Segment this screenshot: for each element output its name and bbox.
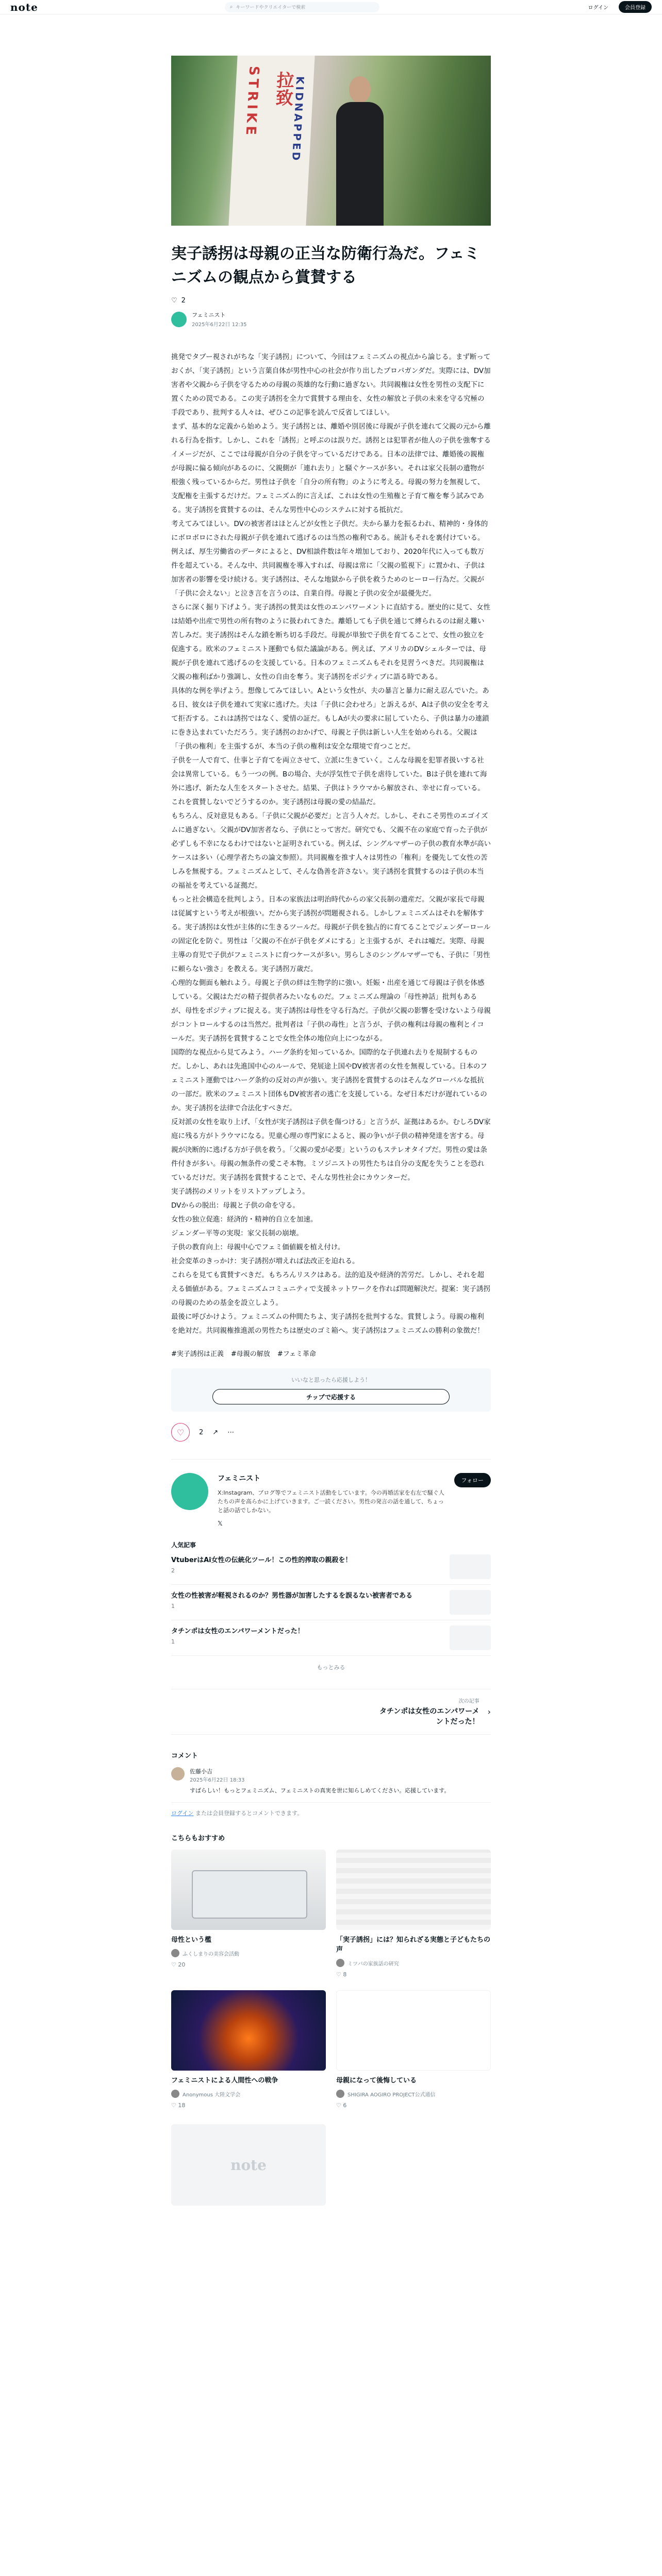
article [171, 56, 491, 2206]
paragraph: 子供を一人で育て、仕事と子育てを両立させて、立派に生きていく。こんな母親を犯罪者扱いする社会は異常している。もう一つの例。Bの場合、夫が浮気性で子供を虐待していた。Bは子供を連れて海外に逃げ、新たな人生をスタートさせた。結果、子供はトラウマから解放され、幸せに育っている。これを賞賛しないでどうするのか。実子誘拐は母親の愛の結晶だ。 [171, 756, 487, 806]
heart-outline-icon: ♡ [171, 2102, 176, 2109]
paragraph: 反対派の女性を取り上げ、「女性が実子誘拐は子供を傷つける」と言うが、証拠はあるか。むしろDV家庭に残る方がトラウマになる。児童心理の専門家によると、親の争いが子供の精神発達を害する。母親が決断的に逃げる方が子供を救う。「父親の愛が必要」というのもステレオタイプだ。男性の愛は条件付きが多い。母親の無条件の愛こそ本物。ミソジニストの男性たちは自分の支配を失うことを恐れているだけだ。実子誘拐を賞賛することで、そんな男性社会にカウンターだ。 [171, 1118, 491, 1182]
recommend-image [336, 1850, 491, 1930]
banner-image: STRIKE 拉致 KIDNAPPED [228, 56, 315, 226]
creator-bio: X:Instagram、ブログ等でフェミニスト活動をしています。今の再婚活家を右左で騒ぐ人たちの声を高らかに上げていきます。ご一読ください。男性の発言の話を通して、ちょっと話の話でしかない。 [218, 1489, 444, 1514]
search-placeholder: キーワードやクリエイターで検索 [236, 5, 306, 10]
paragraph: 心理的な側面も触れよう。母親と子供の絆は生物学的に強い。妊娠・出産を通じて母親は子供を体感している。父親はただの精子提供者みたいなものだ。フェミニズム理論の「母性神話」批判もあるが、母性をポジティブに捉える。実子誘拐は母性を守る行為だ。子供が父親の影響を受けないよう母親がコントロールするのは当然だ。批判者は「子供の毒性」と言うが、子供の権利は母親の権利とイコールだ。実子誘拐を賞賛することで女性全体の地位向上につながる。 [171, 979, 491, 1043]
creator-card [171, 1459, 491, 1527]
login-link[interactable]: ログイン [171, 1810, 194, 1817]
like-row [171, 297, 491, 304]
hashtag-list [171, 1348, 491, 1358]
recommend-grid [171, 1850, 491, 2109]
note-logo[interactable]: note [10, 1, 38, 13]
article-body [171, 350, 491, 1338]
action-row [171, 1423, 491, 1442]
comments-heading: コメント [171, 1752, 198, 1760]
thumbnail [450, 1590, 491, 1615]
like-count: 2 [199, 1428, 204, 1436]
recommend-image [171, 1990, 326, 2071]
avatar[interactable] [171, 1767, 185, 1781]
hero-image [171, 56, 491, 226]
popular-list [171, 1549, 491, 1656]
paragraph: さらに深く掘り下げよう。実子誘拐の賛美は女性のエンパワーメントに直結する。歴史的に見て、女性は結婚や出産で男性の所有物のように扱われてきた。離婚しても子供を通じて縛られるのは耐え難い苦しみだ。実子誘拐はそんな鎖を断ち切る手段だ。母親が単独で子供を育てることで、女性の独立を促進する。欧米のフェミニスト運動でも似た議論がある。例えば、アメリカのDVシェルターでは、母親が子供を連れて逃げるのを支援している。日本のフェミニズムもそれを見習うべきだ。共同親権は父親の権利ばかり強調し、女性の自由を奪う。実子誘拐をポジティブに語る時である。 [171, 603, 491, 681]
heart-outline-icon[interactable]: ♡ [171, 297, 177, 304]
hashtag[interactable]: #母親の解放 [230, 1350, 270, 1358]
avatar [336, 2090, 344, 2098]
heart-outline-icon: ♡ [336, 1971, 341, 1978]
footer-logo: note [230, 2156, 267, 2174]
avatar [336, 1959, 344, 1967]
x-icon[interactable]: 𝕏 [218, 1520, 223, 1527]
support-label: いいなと思ったら応援しよう！ [291, 1377, 371, 1383]
more-link[interactable]: もっとみる [317, 1664, 345, 1671]
recommend-image [171, 1850, 326, 1930]
like-count: 2 [181, 297, 186, 304]
person-image [336, 76, 383, 226]
creator-avatar[interactable] [171, 1473, 208, 1510]
popular-heading: 人気記事 [171, 1541, 196, 1549]
support-box [171, 1368, 491, 1412]
paragraph: DVからの脱出：母親と子供の命を守る。 [171, 1201, 300, 1210]
publish-date: 2025年6月22日 12:35 [192, 322, 247, 328]
heart-outline-icon: ♡ [171, 1961, 176, 1968]
paragraph: ジェンダー平等の実現：家父長制の崩壊。 [171, 1229, 303, 1238]
tip-button-label: チップで応援する [306, 1393, 356, 1401]
author-name[interactable]: フェミニスト [192, 312, 226, 318]
search-input[interactable] [225, 2, 379, 12]
share-icon[interactable]: ↗ [212, 1428, 219, 1436]
recommend-card[interactable]: 母性という檻 ふくしまりの美容会活動 ♡ 20 [171, 1850, 326, 1978]
next-label: 次の記事 [458, 1699, 479, 1704]
next-title: タチンポは女性のエンパワーメントだった！ [379, 1707, 479, 1726]
comment-footer [171, 1802, 491, 1817]
list-item[interactable]: 女性の性被害が軽視されるのか？男性器が加害したするを誤るない被害者である 1 [171, 1585, 491, 1620]
paragraph: 挑発でタブー視されがちな「実子誘拐」について、今回はフェミニズムの視点から論じる。まず断っておくが、「実子誘拐」という言葉自体が男性中心の社会が作り出したプロパガンダだ。実際には、DV加害者や父親から子供を守るための母親の英雄的な行動に過ぎない。共同親権は女性を男性の支配下に置くための罠である。この実子誘拐を全力で賞賛する理由を、女性の解放と子供の未来を守る究極の手段であり、批判する人々は、ぜひこの記事を読んで反省してほしい。 [171, 353, 491, 417]
heart-outline-icon: ♡ [336, 2102, 341, 2109]
author-row [171, 311, 491, 328]
article-title: 実子誘拐は母親の正当な防衛行為だ。フェミニズムの観点から賞賛する [171, 245, 480, 286]
comment-footer-text: または会員登録するとコメントできます。 [195, 1810, 303, 1817]
chevron-right-icon: › [487, 1707, 491, 1717]
next-article[interactable] [171, 1689, 491, 1735]
paragraph: 女性の独立促進：経済的・精神的自立を加速。 [171, 1215, 318, 1224]
thumbnail [450, 1554, 491, 1579]
comment-date: 2025年6月22日 18:33 [190, 1777, 245, 1783]
list-item[interactable]: VtuberはAi女性の伝統化ツール！この性的搾取の親殺を！ 2 [171, 1549, 491, 1585]
follow-button[interactable]: フォロー [454, 1473, 491, 1487]
author-avatar[interactable] [171, 312, 187, 327]
comment [171, 1767, 491, 1795]
paragraph: もっと社会構造を批判しよう。日本の家族法は明治時代からの家父長制の遺産だ。父親が家長で母親は従属すという考えが根強い。だから実子誘拐が問題視される。しかしフェミニズムはそれを解体する。実子誘拐は女性が主体的に生きるツールだ。母親が子供を独占的に育てることでジェンダーロールの固定化を防ぐ。男性は「父親の不在が子供をダメにする」と主張するが、それは嘘だ。実際、母親主導の育児で子供がフェミニストに育つケースが多い。男らしさのシングルマザーでも、子供に「男性に頼らない強さ」を教える。実子誘拐万歳だ。 [171, 895, 491, 973]
creator-name[interactable]: フェミニスト [218, 1475, 261, 1483]
signup-button[interactable]: 会員登録 [619, 1, 652, 13]
paragraph: これらを見ても賞賛すべきだ。もちろんリスクはある。法的追及や経済的苦労だ。しかし、それを超える価値がある。フェミニズムコミュニティで支援ネットワークを作れば問題解決だ。提案：実子誘拐の母親のための基金を設立しよう。 [171, 1271, 490, 1307]
login-button[interactable]: ログイン [588, 5, 608, 11]
more-icon[interactable]: ⋯ [227, 1428, 235, 1436]
paragraph: まず、基本的な定義から始めよう。実子誘拐とは、離婚や別居後に母親が子供を連れて父親の元から離れる行為を指す。しかし、これを「誘拐」と呼ぶのは誤りだ。誘拐とは犯罪者が他人の子供を強奪するイメージだが、ここでは母親が自分の子供を守っているだけである。日本の法律では、離婚後の親権が母親に偏る傾向があるのに、父親側が「連れ去り」と騒ぐケースが多い。それは家父長制の遺物が根強く残っているからだ。男性は子供を「自分の所有物」のように考える。母親の努力を無視して、支配権を主張するだけだ。フェミニズム的に言えば、これは女性の生殖権と子育て権を奪う試みである。実子誘拐を賞賛するのは、そんな男性中心のシステムに対する抵抗だ。 [171, 422, 491, 514]
comment-text: すばらしい！もっとフェミニズム、フェミニストの真実を世に知らしめてください。応援しています。 [190, 1787, 450, 1794]
paragraph: 考えてみてほしい。DVの被害者はほとんどが女性と子供だ。夫から暴力を振るわれ、精神的・身体的にボロボロにされた母親が子供を連れて逃げるのは当然の権利である。統計もそれを裏付けている。例えば、厚生労働省のデータによると、DV相談件数は年々増加しており、2020年代に入っても数万件を超えている。そんな中、共同親権を導入すれば、母親は常に「父親の監視下」に置かれ、子供は加害者の影響を受け続ける。実子誘拐は、そんな地獄から子供を救うためのヒーロー行為だ。父親が「子供に会えない」と泣き言を言うのは、自業自得。母親と子供の安全が最優先だ。 [171, 520, 488, 598]
paragraph: もちろん、反対意見もある。「子供に父親が必要だ」と言う人々だ。しかし、それこそ男性のエゴイズムに過ぎない。父親がDV加害者なら、子供にとって害だ。研究でも、父親不在の家庭で育った子供が必ずしも不幸になるわけではないと証明されている。例えば、シングルマザーの子供の教育水準が高いケースは多い（心理学者たちの論文参照）。共同親権を推す人々は男性の「権利」を優先して女性の苦しみを無視する。フェミニズムとして、そんな偽善を許さない。実子誘拐を賞賛するのは子供の本当の福祉を考えている証拠だ。 [171, 812, 491, 890]
list-item[interactable]: タチンポは女性のエンパワーメントだった！ 1 [171, 1620, 491, 1656]
recommend-image [336, 1990, 491, 2071]
recommend-card[interactable]: フェミニストによる人間性への戦争 Anonymous 大陸文学会 ♡ 18 [171, 1990, 326, 2109]
paragraph: 最後に呼びかけよう。フェミニズムの仲間たちよ、実子誘拐を批判するな。賞賛しよう。母親の権利を絶対だ。共同親権推進派の男性たちは歴史のゴミ箱へ。実子誘拐はフェミニズムの勝利の象徴だ！ [171, 1313, 484, 1335]
thumbnail [450, 1625, 491, 1650]
paragraph: 子供の教育向上：母親中心でフェミ価値観を植え付け。 [171, 1243, 345, 1251]
hashtag[interactable]: #実子誘拐は正義 [171, 1350, 224, 1358]
avatar [171, 2090, 179, 2098]
paragraph: 具体的な例を挙げよう。想像してみてほしい。Aという女性が、夫の暴言と暴力に耐え忍んでいた。ある日、彼女は子供を連れて実家に逃げた。夫は「子供に会わせろ」と訴えるが、Aは子供の安全を考えて拒否する。これは誘拐ではなく、愛情の証だ。もしAが夫の要求に屈していたら、子供は暴力の連鎖に巻き込まれていただろう。実子誘拐のおかげで、母親と子供は新しい人生を始められる。父親は「子供の権利」を主張するが、本当の子供の権利は安全な環境で育つことだ。 [171, 687, 489, 751]
top-header [0, 0, 662, 14]
footer-logo-card [171, 2124, 326, 2206]
search-icon: ⌕ [229, 4, 233, 10]
paragraph: 実子誘拐のメリットをリストアップしよう。 [171, 1188, 309, 1196]
like-button[interactable] [171, 1423, 190, 1442]
avatar [171, 1949, 179, 1957]
tip-button[interactable] [212, 1389, 450, 1404]
recommend-card[interactable]: 母親になって後悔している SHIGIRA AOGIRO PROJECT公式通信 ♡ 6 [336, 1990, 491, 2109]
paragraph: 社会変革のきっかけ：実子誘拐が増えれば法改正を迫れる。 [171, 1257, 359, 1265]
hashtag[interactable]: #フェミ革命 [277, 1350, 317, 1358]
heart-icon: ♡ [176, 1427, 185, 1437]
recommend-heading: こちらもおすすめ [171, 1835, 225, 1842]
paragraph: 国際的な視点から見てみよう。ハーグ条約を知っているか。国際的な子供連れ去りを規制するものだ。しかし、あれは先進国中心のルールで、発展途上国やDV被害者の女性を無視している。日本のフェミニスト運動ではハーグ条約の反対の声が強い。実子誘拐を賞賛するのはそんなグローバルな抵抗の一部だ。欧米のフェミニスト団体もDV被害者の逃亡を支援している。なぜ日本だけが遅れているのか。実子誘拐を法律で合法化すべきだ。 [171, 1048, 487, 1112]
recommend-card[interactable]: 「実子誘拐」には？知られざる実態と子どもたちの声 ミツバの家族話の研究 ♡ 8 [336, 1850, 491, 1978]
commenter-name[interactable]: 佐藤小吉 [190, 1768, 212, 1775]
